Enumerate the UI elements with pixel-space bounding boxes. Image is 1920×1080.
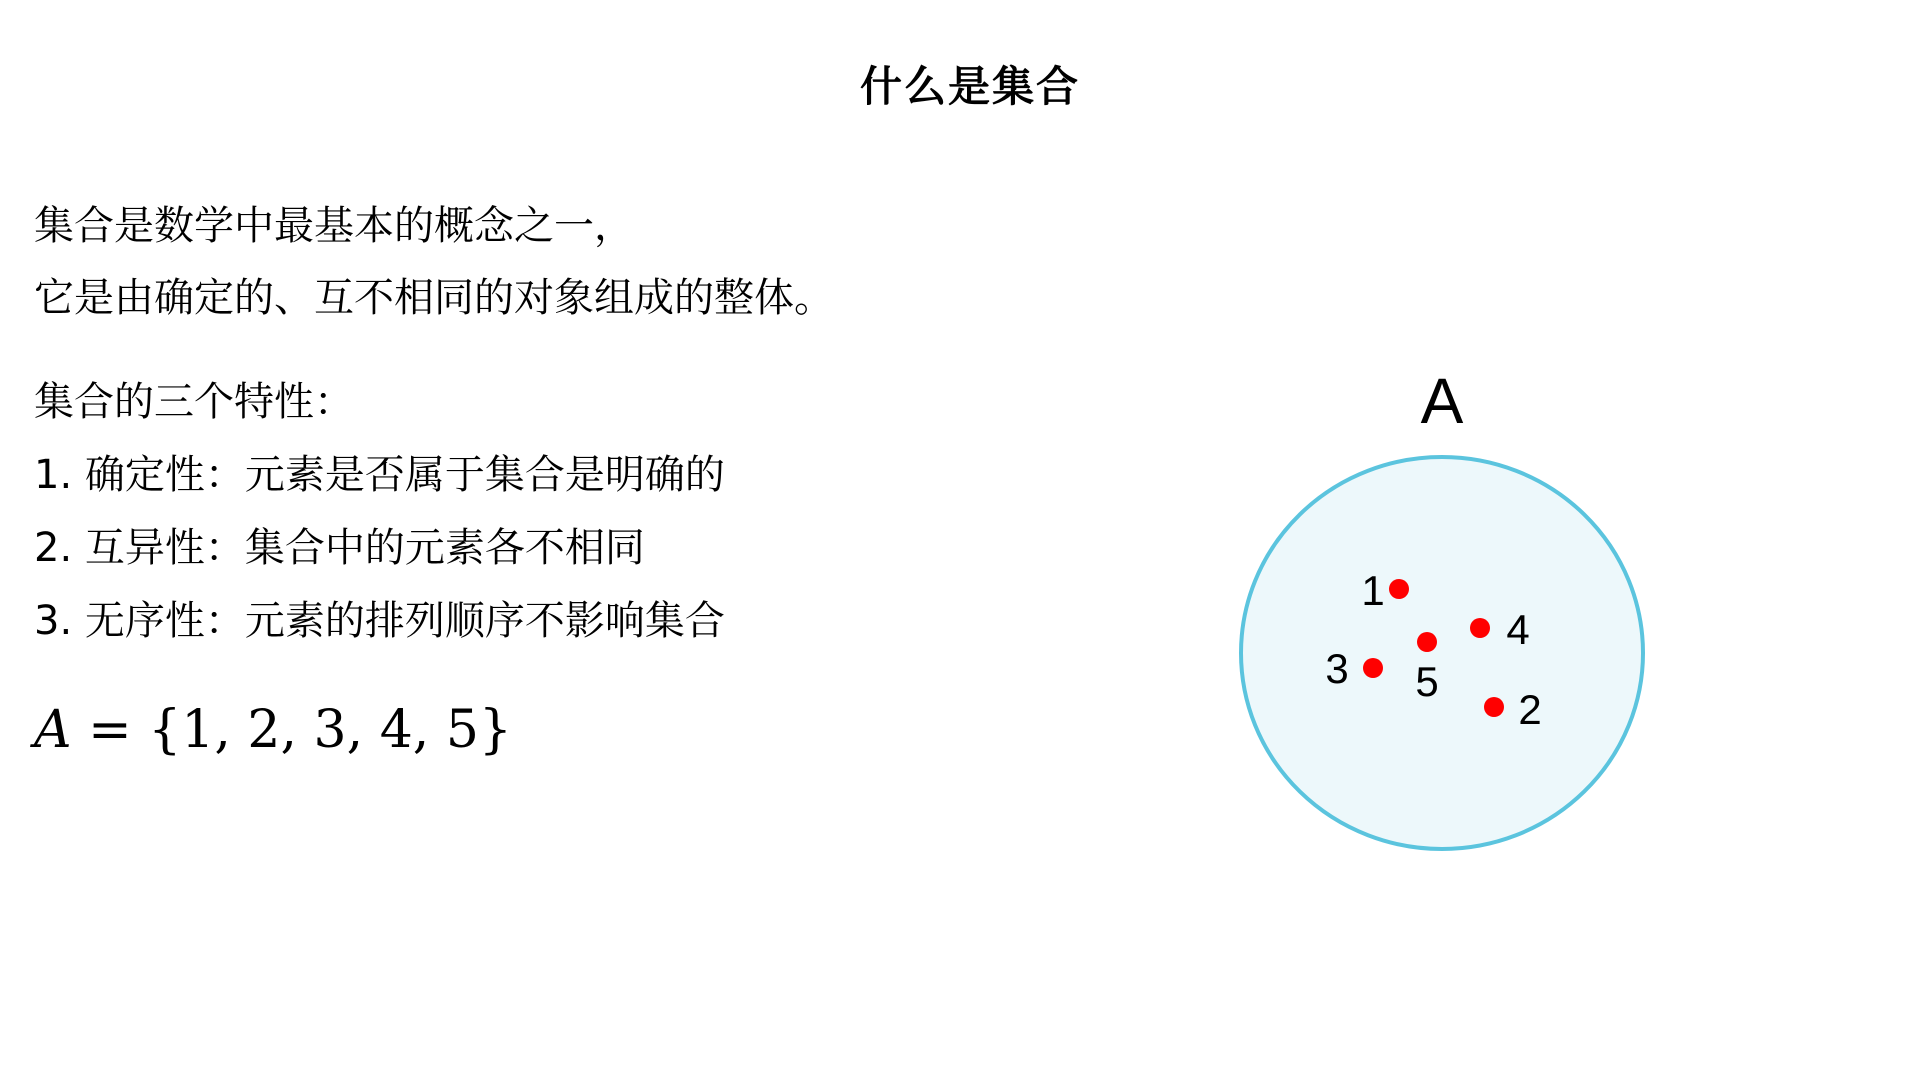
element-label-2: 2 xyxy=(1518,686,1542,733)
element-point-5 xyxy=(1417,632,1437,652)
element-label-3: 3 xyxy=(1325,645,1349,692)
set-circle xyxy=(1241,457,1643,849)
properties-heading: 集合的三个特性： xyxy=(34,379,354,425)
element-label-1: 1 xyxy=(1361,567,1385,614)
formula-variable: A xyxy=(34,700,72,760)
element-point-3 xyxy=(1363,658,1383,678)
property-item-2: 2. 互异性：集合中的元素各不相同 xyxy=(34,525,645,571)
property-item-3: 3. 无序性：元素的排列顺序不影响集合 xyxy=(34,598,725,644)
intro-line-1: 集合是数学中最基本的概念之一， xyxy=(34,203,634,249)
intro-line-2: 它是由确定的、互不相同的对象组成的整体。 xyxy=(34,275,834,321)
formula-elements: = {1, 2, 3, 4, 5} xyxy=(71,700,513,760)
property-item-1: 1. 确定性：元素是否属于集合是明确的 xyxy=(34,452,725,498)
element-point-1 xyxy=(1389,579,1409,599)
element-point-4 xyxy=(1470,618,1490,638)
element-label-4: 4 xyxy=(1506,606,1530,653)
page-title: 什么是集合 xyxy=(859,62,1080,111)
element-label-5: 5 xyxy=(1415,658,1439,705)
element-point-2 xyxy=(1484,697,1504,717)
set-label: A xyxy=(1420,365,1464,437)
